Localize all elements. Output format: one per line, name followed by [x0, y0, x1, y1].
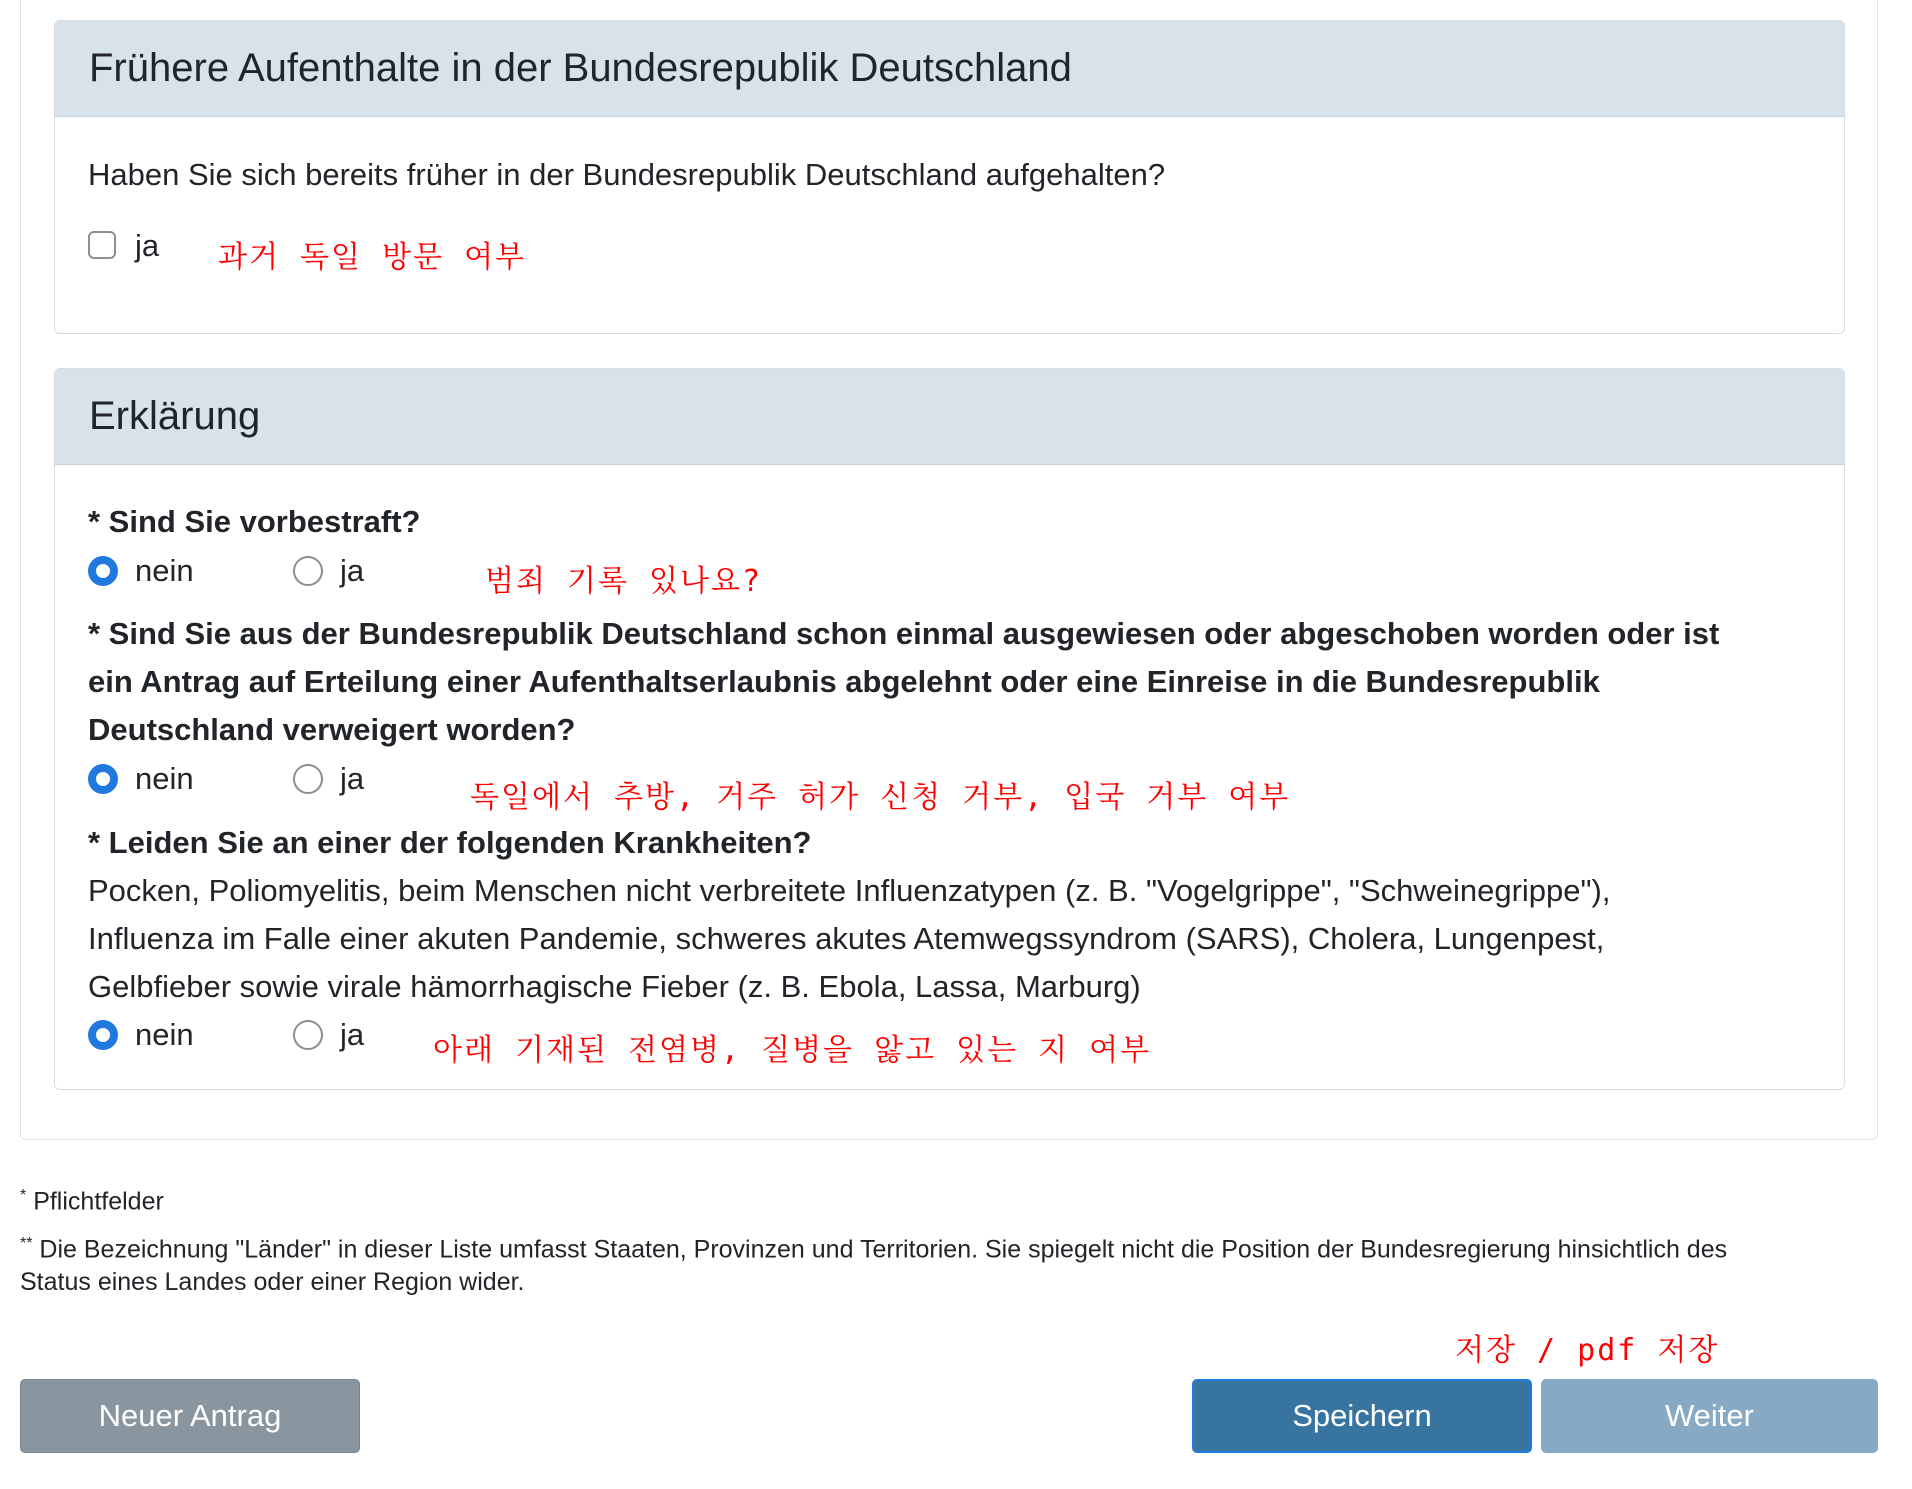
required-note — [20, 1187, 164, 1216]
disease-label-no[interactable]: nein — [135, 1017, 194, 1052]
disease-list-line3: Gelbfieber sowie virale hämorrhagische Fieber (z. B. Ebola, Lassa, Marburg) — [88, 969, 1141, 1004]
previous-stays-title: Frühere Aufenthalte in der Bundesrepublik Deutschland — [89, 46, 1072, 90]
deportation-question-line3: Deutschland verweigert worden? — [88, 712, 576, 747]
criminal-record-question: * Sind Sie vorbestraft? — [88, 504, 421, 539]
deportation-radio-no[interactable] — [88, 764, 118, 794]
deportation-question-line1: * Sind Sie aus der Bundesrepublik Deutschland schon einmal ausgewiesen oder abgeschoben worden oder ist — [88, 616, 1720, 651]
previous-stays-checkbox-label[interactable]: ja — [135, 228, 160, 263]
disease-annotation: 아래 기재된 전염병, 질병을 앓고 있는 지 여부 — [433, 1033, 1152, 1068]
declaration-header — [55, 369, 1844, 465]
previous-stays-question: Haben Sie sich bereits früher in der Bundesrepublik Deutschland aufgehalten? — [88, 157, 1166, 192]
required-note-marker: * — [20, 1187, 27, 1204]
criminal-record-radio-yes[interactable] — [293, 556, 323, 586]
countries-note-marker: ** — [20, 1235, 33, 1252]
save-button[interactable] — [1192, 1379, 1532, 1453]
deportation-annotation: 독일에서 추방, 거주 허가 신청 거부, 입국 거부 여부 — [470, 780, 1291, 815]
deportation-radio-yes[interactable] — [293, 764, 323, 794]
deportation-label-no[interactable]: nein — [135, 761, 194, 796]
countries-note-text: Die Bezeichnung "Länder" in dieser Liste umfasst Staaten, Provinzen und Territorien. Sie spiegelt nicht die Position der Bundesregierung hinsichtlich des — [39, 1235, 1728, 1264]
countries-note-line2: Status eines Landes oder einer Region wider. — [20, 1268, 525, 1296]
disease-list-line1: Pocken, Poliomyelitis, beim Menschen nicht verbreitete Influenzatypen (z. B. "Vogelgrippe", "Schweinegrippe"), — [88, 873, 1611, 908]
save-label: Speichern — [1292, 1398, 1432, 1433]
criminal-record-annotation: 범죄 기록 있나요? — [485, 564, 763, 599]
next-label: Weiter — [1664, 1398, 1754, 1433]
deportation-label-yes[interactable]: ja — [340, 761, 365, 796]
new-application-label: Neuer Antrag — [98, 1398, 282, 1433]
criminal-record-radio-no[interactable] — [88, 556, 118, 586]
previous-stays-annotation: 과거 독일 방문 여부 — [218, 240, 527, 275]
disease-list-line2: Influenza im Falle einer akuten Pandemie, schweres akutes Atemwegssyndrom (SARS), Cholera, Lungenpest, — [88, 921, 1605, 956]
disease-radio-no[interactable] — [88, 1020, 118, 1050]
save-annotation: 저장 / pdf 저장 — [1455, 1333, 1720, 1368]
criminal-record-label-no[interactable]: nein — [135, 553, 194, 588]
next-button[interactable] — [1541, 1379, 1878, 1453]
required-note-text: Pflichtfelder — [33, 1187, 164, 1216]
declaration-title: Erklärung — [89, 394, 261, 438]
deportation-question-line2: ein Antrag auf Erteilung einer Aufenthaltserlaubnis abgelehnt oder eine Einreise in die Bundesrepublik — [88, 664, 1600, 699]
countries-note-line1 — [20, 1235, 1727, 1264]
previous-stays-header — [55, 21, 1844, 117]
new-application-button[interactable] — [20, 1379, 360, 1453]
disease-radio-yes[interactable] — [293, 1020, 323, 1050]
previous-stays-checkbox[interactable] — [88, 231, 116, 259]
disease-question: * Leiden Sie an einer der folgenden Krankheiten? — [88, 825, 812, 860]
disease-label-yes[interactable]: ja — [340, 1017, 365, 1052]
criminal-record-label-yes[interactable]: ja — [340, 553, 365, 588]
